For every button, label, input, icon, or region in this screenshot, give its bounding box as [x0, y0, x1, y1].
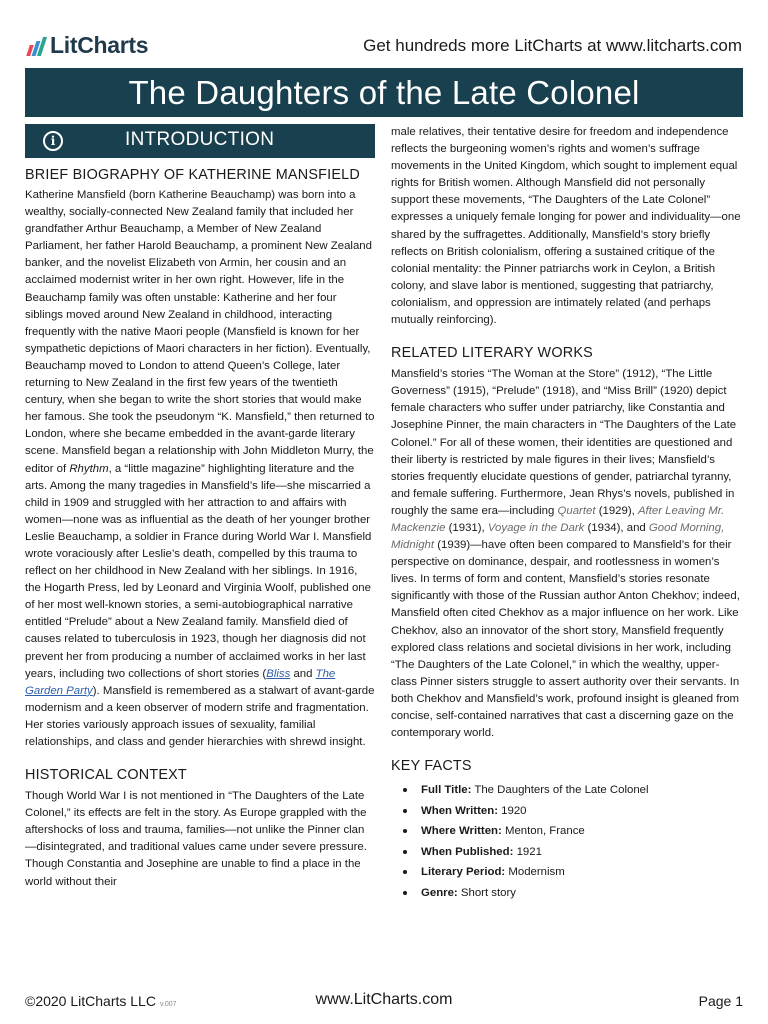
- fact-key: Full Title:: [421, 784, 472, 797]
- fact-value: The Daughters of the Late Colonel: [474, 784, 649, 797]
- fact-key: When Published:: [421, 845, 514, 858]
- key-fact-item: [391, 821, 745, 842]
- key-fact-item: [391, 883, 745, 904]
- litcharts-logo[interactable]: [28, 32, 148, 59]
- historical-paragraph-left: Though World War I is not mentioned in “The Daughters of the Late Colonel,” its effects are felt in the story. As Europe grappled with the aftershocks of loss and trauma, families—not unlike the Pinner clan—disintegrated, and traditional values came under severe pressure. Though Constantia and Josephine are unable to find a place in the world without their: [25, 790, 367, 888]
- key-fact-item: [391, 780, 745, 801]
- after-leaving-title: After Leaving Mr. Mackenzie: [391, 504, 725, 534]
- fact-value: 1920: [501, 804, 527, 817]
- biography-text-3: ). Mansfield is remembered as a stalwart of avant-garde modernism and a keen observer of modern strife and fragmentation. Her stories variously approach issues of sexuality, familial relationships, and class and gender hierarchies with shrewd insight.: [25, 684, 375, 748]
- biography-text-1: Katherine Mansfield (born Katherine Beauchamp) was born into a wealthy, socially-connected New Zealand family that included her grandfather Arthur Beauchamp, a Member of New Zealand Parliament, her father Harold Beauchamp, a prominent New Zealand banker, and the novelist Elizabeth von Armin, her cousin and an acclaimed modernist writer in her own right. However, life in the Beauchamp family was often unstable: Katherine and her four siblings moved around New Zealand in childhood, interacting frequently with the native Maori people (Mansfield is known for her sympathetic depictions of Maori characters in her fiction). Eventually, Beauchamp moved to London to attend Queen’s College, later returning to New Zealand in the first few years of the twentieth century, when she began to write the short stories that would make her famous. She took the pseudonym “K. Mansfield,” then returned to London, where she became embedded in the avant-garde literary scene. Mansfield began a relationship with John Middleton Murry, the editor of: [25, 189, 375, 475]
- voyage-title: Voyage in the Dark: [487, 521, 585, 534]
- quartet-title: Quartet: [557, 504, 596, 517]
- related-text-2: (1929),: [595, 504, 638, 517]
- key-fact-item: [391, 801, 745, 822]
- biography-paragraph: [25, 187, 375, 751]
- key-facts-list: [391, 780, 745, 903]
- related-text-3: (1931),: [445, 521, 488, 534]
- related-text-1: Mansfield’s stories “The Woman at the Store” (1912), “The Little Governess” (1915), “Prelude” (1918), and “Miss Brill” (1920) depict female characters who suffer under patriarchy, like Constantia and Josephine Pinner, the main characters in “The Daughters of the Late Colonel.” For all of these women, their identities are questioned and their liberty is restricted by male figures in their lives; Mansfield’s stories frequently elucidate questions of gender, patriarchal tyranny, and female suffering. Furthermore, Jean Rhys’s novels, published in roughly the same era—including: [391, 368, 737, 517]
- footer-site-link[interactable]: www.LitCharts.com: [315, 991, 453, 1008]
- fact-value: Menton, France: [504, 825, 585, 838]
- historical-heading: HISTORICAL CONTEXT: [25, 767, 187, 784]
- garden-party-link[interactable]: The Garden Party: [25, 667, 336, 697]
- left-column: [25, 124, 375, 891]
- good-morning-title: Good Morning, Midnight: [391, 521, 725, 552]
- fact-key: When Written:: [421, 804, 498, 817]
- key-facts-heading: KEY FACTS: [391, 758, 472, 775]
- related-works-heading: RELATED LITERARY WORKS: [391, 345, 593, 362]
- fact-value: Modernism: [508, 866, 565, 879]
- page-footer: [0, 988, 768, 1016]
- fact-value: Short story: [460, 886, 516, 899]
- version-label: v.007: [159, 1001, 177, 1008]
- bliss-link[interactable]: Bliss: [266, 667, 291, 680]
- page-number: Page 1: [698, 993, 743, 1009]
- page-header: [0, 30, 768, 64]
- fact-value: 1921: [516, 845, 542, 858]
- and-text: and: [290, 667, 316, 680]
- fact-key: Genre:: [421, 886, 458, 899]
- copyright-text: ©2020 LitCharts LLC: [25, 993, 156, 1009]
- introduction-label: INTRODUCTION: [125, 129, 275, 150]
- related-works-paragraph: [391, 366, 745, 742]
- key-fact-item: [391, 862, 745, 883]
- key-fact-item: [391, 842, 745, 863]
- rhythm-title: Rhythm: [69, 462, 109, 475]
- logo-text: LitCharts: [50, 32, 149, 58]
- related-text-4: (1934), and: [584, 521, 649, 534]
- related-text-5: (1939)—have often been compared to Mansfield’s for their perspective on dominance, despair, and rootlessness in women’s lives. In terms of form and content, Mansfield’s stories resonate significantly with those of the Russian author Anton Chekhov; indeed, Mansfield often cited Chekhov as a major influence on her work. Like Chekhov, also an innovator of the short story, Mansfield frequently explored class relations and societal divisions in her work, including “The Daughters of the Late Colonel,” in which the wealthy, upper-class Pinner sisters struggle to assert authority over their servants. In both Chekhov and Mansfield’s work, profound insight is gleaned from concise, self-contained narratives that cast a discerning gaze on the contemporary world.: [391, 539, 740, 740]
- fact-key: Literary Period:: [421, 866, 506, 879]
- fact-key: Where Written:: [421, 825, 502, 838]
- logo-bars-icon: [28, 36, 44, 56]
- historical-paragraph-right: male relatives, their tentative desire for freedom and independence reflects the burgeoning women’s rights and women’s suffrage movements in the United Kingdom, which sought to implement equal rights for British women. Although Mansfield did not personally support these movements, “The Daughters of the Late Colonel” expresses a uniquely female longing for power and individuality—one shared by the suffragettes. Additionally, Mansfield’s story briefly reflects on British colonialism, offering a sustained critique of the colonial mentality: the Pinner patriarchs work in Ceylon, a British colony, and slave labor is mentioned, suggesting that patriarchy, colonialism, and oppression are intimately related (and perhaps mutually reinforcing).: [391, 126, 741, 327]
- introduction-banner: [25, 124, 375, 158]
- info-icon: i: [43, 131, 63, 151]
- right-column: [391, 124, 745, 903]
- biography-heading: BRIEF BIOGRAPHY OF KATHERINE MANSFIELD: [25, 167, 360, 183]
- header-tagline[interactable]: Get hundreds more LitCharts at www.litcharts.com: [363, 36, 742, 55]
- biography-text-2: , a “little magazine” highlighting literature and the arts. Among the many tragedies in Mansfield’s life—she miscarried a child in 1909 and struggled with her attraction to and affairs with women—none was as influential as the death of her younger brother Leslie Beauchamp, a soldier in France during World War I. Mansfield wrote voraciously after Leslie’s death, compelled by this trauma to reflect on her childhood in New Zealand with her siblings. In 1916, the Hogarth Press, led by Leonard and Virginia Woolf, published one of her most well-known stories, a semi-autobiographical narrative entitled “Prelude” about a New Zealand family. Mansfield died of causes related to tuberculosis in 1923, though her diagnosis did not prevent her from producing a number of acclaimed works in her last years, including two collections of short stories (: [25, 462, 372, 680]
- document-title: The Daughters of the Late Colonel: [25, 68, 743, 117]
